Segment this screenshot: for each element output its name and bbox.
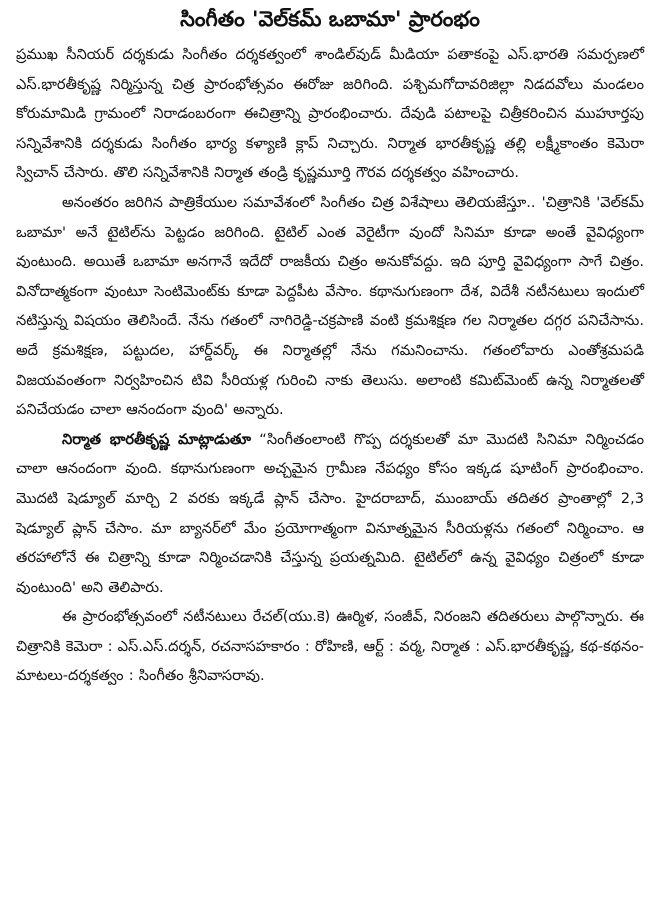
article-title: సింగీతం 'వెల్‌కమ్‌ ఒబామా' ప్రారంభం [180, 7, 480, 31]
article-paragraph-4: ఈ ప్రారంభోత్సవంలో నటీనటులు రేచల్‌(యు.కె) ఊర్మిళ, సంజీవ్‌, నిరంజని తదితరులు పాల్గొన్నారు. ఈ చిత్రానికి కెమెరా : ఎస్‌.ఎస్‌.దర్శన్‌, రచనాసహకారం : రోహిణి, ఆర్ట్‌ : వర్మ, నిర్మాత : ఎస్‌.భారతీకృష్ణ, కథ-కథనం-మాటలు-దర్శకత్వం : సింగీతం శ్రీనివాసరావు. [16, 608, 644, 685]
article-paragraph-2: అనంతరం జరిగిన పాత్రికేయుల సమావేశంలో సింగీతం చిత్ర విశేషాలు తెలియజేస్తూ.. 'చిత్రానికి 'వెల్‌కమ్‌ ఒబామా' అనే టైటిల్‌ను పెట్టడం జరిగింది. టైటిల్‌ ఎంత వెరైటీగా వుందో సినిమా కూడా అంతే వైవిధ్యంగా వుంటుంది. అయితే ఒబామా అనగానే ఇదేదో రాజకీయ చిత్రం అనుకోవద్దు. ఇది పూర్తి వైవిధ్యంగా సాగే చిత్రం. వినోదాత్మకంగా వుంటూ సెంటిమెంట్‌కు కూడా పెద్దపీట వేసాం. కథానుగుణంగా దేశ, విదేశీ నటీనటులు ఇందులో నటిస్తున్న విషయం తెలిసిందే. నేను గతంలో నాగిరెడ్డి-చక్రపాణి వంటి క్రమశిక్షణ గల నిర్మాతల దగ్గర పనిచేసాను. అదే క్రమశిక్షణ, పట్టుదల, హార్డ్‌వర్క్‌ ఈ నిర్మాతల్లో నేను గమనించాను. గతంలోవారు ఎంతోశ్రమపడి విజయవంతంగా నిర్వహించిన టివి సీరియళ్ల గురించి నాకు తెలుసు. అలాంటి కమిట్‌మెంట్‌ ఉన్న నిర్మాతలతో పనిచేయడం చాలా ఆనందంగా వుంది' అన్నారు. [16, 193, 644, 419]
paragraph-lead-speaker: నిర్మాత భారతీకృష్ణ మాట్లాడుతూ [62, 430, 252, 448]
article-paragraph-3 [16, 425, 644, 603]
paragraph-body: “సింగీతంలాంటి గొప్ప దర్శకులతో మా మొదటి సినిమా నిర్మించడం చాలా ఆనందంగా వుంది. కథానుగుణంగా అచ్చమైన గ్రామీణ నేపధ్యం కోసం ఇక్కడ షూటింగ్‌ ప్రారంభించాం. మొదటి షెడ్యూల్‌ మార్చి 2 వరకు ఇక్కడే ప్లాన్‌ చేసాం. హైదరాబాద్‌, ముంబాయ్‌ తదితర ప్రాంతాల్లో 2,3 షెడ్యూల్‌ ప్లాన్‌ చేసాం. మా బ్యానర్‌లో మేం ప్రయోగాత్మంగా వినూత్నమైన సీరియళ్లను గతంలో నిర్మించాం. ఆ తరహాలోనే ఈ చిత్రాన్ని కూడా నిర్మించడానికి చేస్తున్న ప్రయత్నమిది. టైటిల్‌లో ఉన్న వైవిధ్యం చిత్రంలో కూడా వుంటుంది' అని తెలిపారు. [16, 430, 644, 596]
article-paragraph-1: ప్రముఖ సీనియర్‌ దర్శకుడు సింగీతం దర్శకత్వంలో శాండిల్‌వుడ్‌ మీడియా పతాకంపై ఎస్‌.భారతి సమర్పణలో ఎస్‌.భారతీకృష్ణ నిర్మిస్తున్న చిత్ర ప్రారంభోత్సవం ఈరోజు జరిగింది. పశ్చిమగోదావరిజిల్లా నిడదవోలు మండలం కోరుమామిడి గ్రామంలో నిరాడంబరంగా ఈచిత్రాన్ని ప్రారంభించారు. దేవుడి పటాలపై చిత్రీకరించిన ముహూర్తపు సన్నివేశానికి దర్శకుడు సింగీతం భార్య కళ్యాణి క్లాప్‌ నిచ్చారు. నిర్మాత భారతీకృష్ణ తల్లి లక్ష్మీకాంతం కెమెరా స్విచాన్‌ చేసారు. తొలి సన్నివేశానికి నిర్మాత తండ్రి కృష్ణమూర్తి గౌరవ దర్శకత్వం వహించారు. [16, 46, 644, 182]
